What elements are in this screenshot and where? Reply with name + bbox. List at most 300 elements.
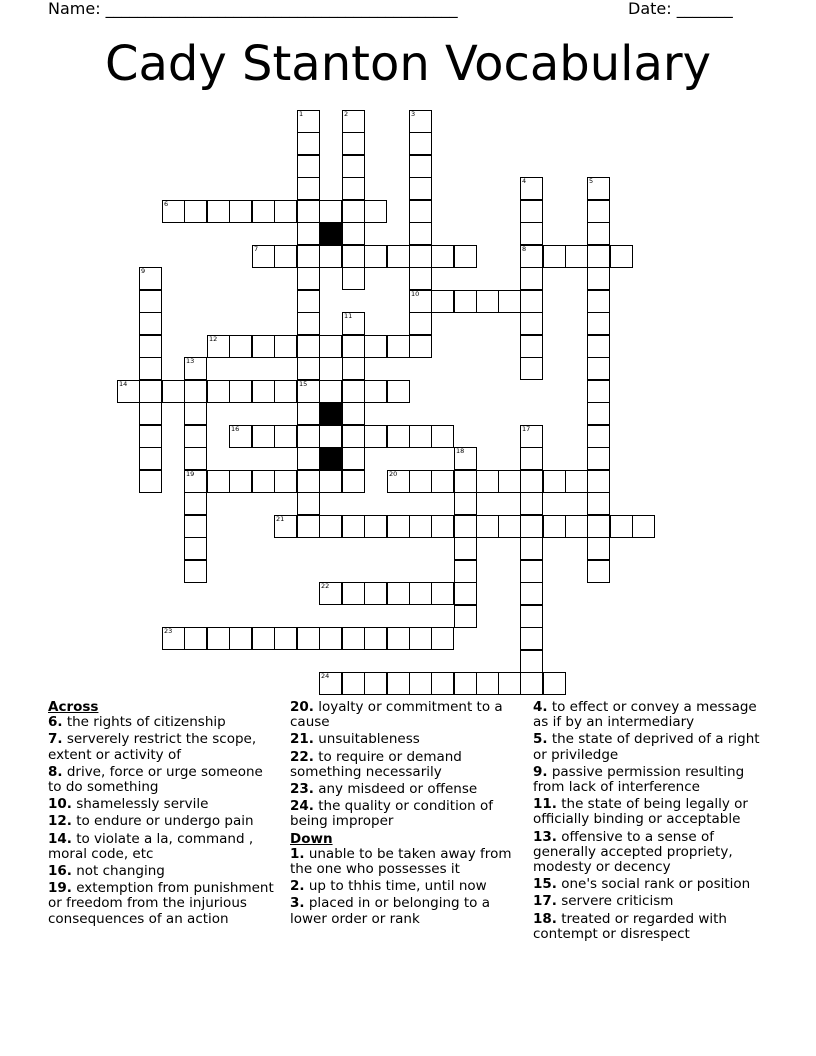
grid-cell[interactable] xyxy=(139,380,162,403)
grid-cell[interactable] xyxy=(431,425,454,448)
blocked-cell xyxy=(319,222,342,245)
clue-item xyxy=(533,877,773,892)
clue-item-text: one's social rank or position xyxy=(556,876,751,893)
grid-cell[interactable] xyxy=(297,245,320,268)
date-field-label[interactable]: Date: _______ xyxy=(628,0,733,18)
grid-cell[interactable] xyxy=(184,357,207,380)
grid-cell[interactable] xyxy=(364,335,387,358)
grid-cell[interactable] xyxy=(387,425,410,448)
grid-cell[interactable] xyxy=(520,560,543,583)
grid-cell[interactable] xyxy=(409,312,432,335)
grid-cell[interactable] xyxy=(274,335,297,358)
grid-cell[interactable] xyxy=(364,200,387,223)
grid-cell[interactable] xyxy=(587,335,610,358)
grid-cell[interactable] xyxy=(498,672,521,695)
blocked-cell xyxy=(319,447,342,470)
grid-cell[interactable] xyxy=(252,200,275,223)
clue-item xyxy=(533,765,773,795)
grid-cell[interactable] xyxy=(454,560,477,583)
grid-cell[interactable] xyxy=(184,515,207,538)
clue-item xyxy=(533,830,773,876)
clue-item-number: 19. xyxy=(48,880,72,897)
grid-cell[interactable] xyxy=(274,245,297,268)
grid-cell[interactable] xyxy=(139,267,162,290)
grid-cell[interactable] xyxy=(409,155,432,178)
clue-number: 2 xyxy=(344,110,349,118)
grid-cell[interactable] xyxy=(520,650,543,673)
clue-number: 21 xyxy=(276,515,285,523)
grid-cell[interactable] xyxy=(342,515,365,538)
grid-cell[interactable] xyxy=(520,177,543,200)
clue-item xyxy=(533,797,773,827)
grid-cell[interactable] xyxy=(409,267,432,290)
grid-cell[interactable] xyxy=(319,380,342,403)
grid-cell[interactable] xyxy=(319,470,342,493)
grid-cell[interactable] xyxy=(297,200,320,223)
grid-cell[interactable] xyxy=(342,627,365,650)
grid-cell[interactable] xyxy=(184,560,207,583)
grid-cell[interactable] xyxy=(252,335,275,358)
grid-cell[interactable] xyxy=(587,447,610,470)
grid-cell[interactable] xyxy=(342,312,365,335)
grid-cell[interactable] xyxy=(520,627,543,650)
grid-cell[interactable] xyxy=(342,357,365,380)
grid-cell[interactable] xyxy=(454,537,477,560)
name-field-label[interactable]: Name: ____________________________________________ xyxy=(48,0,458,18)
grid-cell[interactable] xyxy=(520,582,543,605)
grid-cell[interactable] xyxy=(184,380,207,403)
grid-cell[interactable] xyxy=(520,312,543,335)
clue-number: 1 xyxy=(299,110,304,118)
clues-column-2 xyxy=(290,700,522,929)
grid-cell[interactable] xyxy=(409,110,432,133)
down-heading: Down xyxy=(290,830,333,847)
grid-cell[interactable] xyxy=(454,492,477,515)
grid-cell[interactable] xyxy=(297,470,320,493)
grid-cell[interactable] xyxy=(409,515,432,538)
clue-number: 8 xyxy=(522,245,527,253)
grid-cell[interactable] xyxy=(207,335,230,358)
clue-item-text: the state of deprived of a right or priviledge xyxy=(533,731,760,763)
grid-cell[interactable] xyxy=(409,290,432,313)
grid-cell[interactable] xyxy=(520,515,543,538)
grid-cell[interactable] xyxy=(297,447,320,470)
clue-number: 20 xyxy=(389,470,398,478)
clue-number: 18 xyxy=(456,447,465,455)
grid-cell[interactable] xyxy=(139,290,162,313)
grid-cell[interactable] xyxy=(565,470,588,493)
grid-cell[interactable] xyxy=(207,627,230,650)
grid-cell[interactable] xyxy=(184,470,207,493)
grid-cell[interactable] xyxy=(454,447,477,470)
grid-cell[interactable] xyxy=(520,245,543,268)
grid-cell[interactable] xyxy=(184,402,207,425)
down-clue-list xyxy=(290,847,522,927)
grid-cell[interactable] xyxy=(409,222,432,245)
grid-cell[interactable] xyxy=(476,515,499,538)
grid-cell[interactable] xyxy=(364,380,387,403)
grid-cell[interactable] xyxy=(431,582,454,605)
grid-cell[interactable] xyxy=(319,627,342,650)
grid-cell[interactable] xyxy=(229,380,252,403)
clue-item-text: up to thhis time, until now xyxy=(304,878,487,895)
clue-item xyxy=(48,765,280,795)
grid-cell[interactable] xyxy=(342,110,365,133)
grid-cell[interactable] xyxy=(387,335,410,358)
clue-item-text: placed in or belonging to a lower order or rank xyxy=(290,895,490,927)
grid-cell[interactable] xyxy=(520,357,543,380)
grid-cell[interactable] xyxy=(387,582,410,605)
grid-cell[interactable] xyxy=(229,470,252,493)
grid-cell[interactable] xyxy=(342,155,365,178)
grid-cell[interactable] xyxy=(319,582,342,605)
grid-cell[interactable] xyxy=(342,177,365,200)
grid-cell[interactable] xyxy=(565,245,588,268)
grid-cell[interactable] xyxy=(229,425,252,448)
clue-number: 17 xyxy=(522,425,531,433)
grid-cell[interactable] xyxy=(587,537,610,560)
grid-cell[interactable] xyxy=(297,492,320,515)
grid-cell[interactable] xyxy=(297,312,320,335)
grid-cell[interactable] xyxy=(364,425,387,448)
clue-item xyxy=(290,700,522,730)
grid-cell[interactable] xyxy=(342,402,365,425)
grid-cell[interactable] xyxy=(297,402,320,425)
grid-cell[interactable] xyxy=(520,222,543,245)
clue-number: 5 xyxy=(589,177,594,185)
grid-cell[interactable] xyxy=(543,245,566,268)
clue-number: 22 xyxy=(321,582,330,590)
down-clue-list-continued xyxy=(533,700,773,942)
grid-cell[interactable] xyxy=(587,515,610,538)
grid-cell[interactable] xyxy=(498,515,521,538)
grid-cell[interactable] xyxy=(431,470,454,493)
grid-cell[interactable] xyxy=(252,425,275,448)
clue-item-text: to endure or undergo pain xyxy=(71,813,254,830)
clue-item-number: 6. xyxy=(48,714,63,731)
clue-item xyxy=(48,797,280,812)
clue-item xyxy=(48,864,280,879)
grid-cell[interactable] xyxy=(409,627,432,650)
clue-item xyxy=(533,894,773,909)
clue-item-text: to violate a la, command , moral code, etc xyxy=(48,830,254,862)
grid-cell[interactable] xyxy=(184,537,207,560)
grid-cell[interactable] xyxy=(454,582,477,605)
grid-cell[interactable] xyxy=(409,582,432,605)
grid-cell[interactable] xyxy=(587,402,610,425)
clue-item xyxy=(290,896,522,926)
across-clue-list xyxy=(48,715,280,927)
grid-cell[interactable] xyxy=(610,245,633,268)
clue-number: 16 xyxy=(231,425,240,433)
clue-item xyxy=(48,715,280,730)
grid-cell[interactable] xyxy=(274,200,297,223)
clue-item-number: 22. xyxy=(290,748,314,765)
clue-item-number: 1. xyxy=(290,845,305,862)
grid-cell[interactable] xyxy=(207,380,230,403)
clue-item-number: 20. xyxy=(290,699,314,715)
clue-number: 15 xyxy=(299,380,308,388)
grid-cell[interactable] xyxy=(520,605,543,628)
grid-cell[interactable] xyxy=(387,515,410,538)
grid-cell[interactable] xyxy=(207,200,230,223)
grid-cell[interactable] xyxy=(520,335,543,358)
grid-cell[interactable] xyxy=(297,177,320,200)
grid-cell[interactable] xyxy=(319,245,342,268)
grid-cell[interactable] xyxy=(139,312,162,335)
grid-cell[interactable] xyxy=(409,245,432,268)
clue-item-text: to effect or convey a message as if by an intermediary xyxy=(533,699,757,731)
clue-item-text: treated or regarded with contempt or disrespect xyxy=(533,910,727,942)
grid-cell[interactable] xyxy=(274,470,297,493)
grid-cell[interactable] xyxy=(297,222,320,245)
grid-cell[interactable] xyxy=(587,560,610,583)
grid-cell[interactable] xyxy=(319,335,342,358)
grid-cell[interactable] xyxy=(520,537,543,560)
grid-cell[interactable] xyxy=(252,245,275,268)
grid-cell[interactable] xyxy=(520,290,543,313)
clue-item-number: 7. xyxy=(48,731,63,748)
grid-cell[interactable] xyxy=(587,290,610,313)
clue-item-number: 9. xyxy=(533,763,548,780)
grid-cell[interactable] xyxy=(543,515,566,538)
clue-item-text: the quality or condition of being improper xyxy=(290,798,493,830)
clue-item-text: passive permission resulting from lack of interference xyxy=(533,763,745,796)
grid-cell[interactable] xyxy=(139,357,162,380)
clue-item-number: 3. xyxy=(290,895,305,912)
grid-cell[interactable] xyxy=(342,267,365,290)
clue-item xyxy=(290,750,522,780)
grid-cell[interactable] xyxy=(274,515,297,538)
clue-item-number: 23. xyxy=(290,781,314,798)
grid-cell[interactable] xyxy=(476,470,499,493)
grid-cell[interactable] xyxy=(387,470,410,493)
grid-cell[interactable] xyxy=(454,672,477,695)
clue-item-text: not changing xyxy=(71,863,165,880)
grid-cell[interactable] xyxy=(409,200,432,223)
grid-cell[interactable] xyxy=(297,425,320,448)
grid-cell[interactable] xyxy=(342,335,365,358)
grid-cell[interactable] xyxy=(297,132,320,155)
clue-item-number: 14. xyxy=(48,830,72,847)
clue-item xyxy=(533,912,773,942)
grid-cell[interactable] xyxy=(454,470,477,493)
grid-cell[interactable] xyxy=(342,200,365,223)
grid-cell[interactable] xyxy=(454,605,477,628)
grid-cell[interactable] xyxy=(319,200,342,223)
grid-cell[interactable] xyxy=(543,672,566,695)
grid-cell[interactable] xyxy=(454,290,477,313)
clue-number: 12 xyxy=(209,335,218,343)
clue-item-number: 16. xyxy=(48,863,72,880)
grid-cell[interactable] xyxy=(520,425,543,448)
clue-item-number: 10. xyxy=(48,796,72,813)
grid-cell[interactable] xyxy=(274,380,297,403)
grid-cell[interactable] xyxy=(274,627,297,650)
grid-cell[interactable] xyxy=(587,470,610,493)
grid-cell[interactable] xyxy=(297,380,320,403)
clue-number: 11 xyxy=(344,312,353,320)
grid-cell[interactable] xyxy=(162,200,185,223)
grid-cell[interactable] xyxy=(139,402,162,425)
grid-cell[interactable] xyxy=(297,357,320,380)
grid-cell[interactable] xyxy=(319,425,342,448)
grid-cell[interactable] xyxy=(297,335,320,358)
grid-cell[interactable] xyxy=(587,222,610,245)
grid-cell[interactable] xyxy=(342,380,365,403)
clue-item-number: 8. xyxy=(48,763,63,780)
grid-cell[interactable] xyxy=(387,627,410,650)
clue-item-number: 11. xyxy=(533,796,557,813)
clue-item xyxy=(533,700,773,730)
grid-cell[interactable] xyxy=(520,267,543,290)
grid-cell[interactable] xyxy=(409,335,432,358)
grid-cell[interactable] xyxy=(184,200,207,223)
grid-cell[interactable] xyxy=(454,245,477,268)
clue-item-number: 24. xyxy=(290,798,314,815)
clue-item xyxy=(533,732,773,762)
clue-item-text: the rights of citizenship xyxy=(62,714,226,731)
grid-cell[interactable] xyxy=(162,627,185,650)
grid-cell[interactable] xyxy=(431,245,454,268)
grid-cell[interactable] xyxy=(207,470,230,493)
grid-cell[interactable] xyxy=(587,357,610,380)
grid-cell[interactable] xyxy=(274,425,297,448)
clue-item-text: drive, force or urge someone to do something xyxy=(48,763,263,796)
grid-cell[interactable] xyxy=(342,425,365,448)
grid-cell[interactable] xyxy=(184,447,207,470)
grid-cell[interactable] xyxy=(342,245,365,268)
grid-cell[interactable] xyxy=(387,380,410,403)
grid-cell[interactable] xyxy=(587,425,610,448)
grid-cell[interactable] xyxy=(587,380,610,403)
grid-cell[interactable] xyxy=(342,132,365,155)
clue-item-number: 18. xyxy=(533,910,557,927)
grid-cell[interactable] xyxy=(476,290,499,313)
grid-cell[interactable] xyxy=(543,470,566,493)
across-heading: Across xyxy=(48,699,99,715)
clue-item-number: 17. xyxy=(533,893,557,910)
grid-cell[interactable] xyxy=(162,380,185,403)
grid-cell[interactable] xyxy=(252,627,275,650)
grid-cell[interactable] xyxy=(409,672,432,695)
grid-cell[interactable] xyxy=(520,447,543,470)
grid-cell[interactable] xyxy=(252,470,275,493)
grid-cell[interactable] xyxy=(229,627,252,650)
grid-cell[interactable] xyxy=(632,515,655,538)
grid-cell[interactable] xyxy=(610,515,633,538)
grid-cell[interactable] xyxy=(229,335,252,358)
grid-cell[interactable] xyxy=(297,110,320,133)
grid-cell[interactable] xyxy=(319,672,342,695)
grid-cell[interactable] xyxy=(476,672,499,695)
grid-cell[interactable] xyxy=(498,290,521,313)
clue-item-text: shamelessly servile xyxy=(71,796,209,813)
clue-number: 7 xyxy=(254,245,259,253)
grid-cell[interactable] xyxy=(139,425,162,448)
grid-cell[interactable] xyxy=(409,132,432,155)
grid-cell[interactable] xyxy=(587,492,610,515)
grid-cell[interactable] xyxy=(520,492,543,515)
across-clue-list-continued xyxy=(290,700,522,830)
grid-cell[interactable] xyxy=(297,155,320,178)
grid-cell[interactable] xyxy=(431,672,454,695)
grid-cell[interactable] xyxy=(520,672,543,695)
clue-item xyxy=(48,732,280,762)
grid-cell[interactable] xyxy=(454,515,477,538)
grid-cell[interactable] xyxy=(252,380,275,403)
grid-cell[interactable] xyxy=(229,200,252,223)
grid-cell[interactable] xyxy=(297,267,320,290)
clue-number: 3 xyxy=(411,110,416,118)
grid-cell[interactable] xyxy=(409,177,432,200)
grid-cell[interactable] xyxy=(587,245,610,268)
grid-cell[interactable] xyxy=(184,492,207,515)
grid-cell[interactable] xyxy=(342,470,365,493)
grid-cell[interactable] xyxy=(184,627,207,650)
grid-cell[interactable] xyxy=(139,335,162,358)
grid-cell[interactable] xyxy=(409,425,432,448)
grid-cell[interactable] xyxy=(319,515,342,538)
grid-cell[interactable] xyxy=(297,515,320,538)
clue-item xyxy=(290,847,522,877)
grid-cell[interactable] xyxy=(587,312,610,335)
clues-column-1 xyxy=(48,700,280,929)
grid-cell[interactable] xyxy=(342,582,365,605)
grid-cell[interactable] xyxy=(297,627,320,650)
clue-item xyxy=(290,782,522,797)
grid-cell[interactable] xyxy=(342,672,365,695)
clue-number: 23 xyxy=(164,627,173,635)
grid-cell[interactable] xyxy=(409,470,432,493)
clue-item-number: 12. xyxy=(48,813,72,830)
grid-cell[interactable] xyxy=(431,515,454,538)
grid-cell[interactable] xyxy=(520,470,543,493)
grid-cell[interactable] xyxy=(587,267,610,290)
clue-number: 13 xyxy=(186,357,195,365)
grid-cell[interactable] xyxy=(364,627,387,650)
grid-cell[interactable] xyxy=(387,245,410,268)
clue-item-text: unable to be taken away from the one who possesses it xyxy=(290,845,512,878)
grid-cell[interactable] xyxy=(184,425,207,448)
clue-item-text: loyalty or commitment to a cause xyxy=(290,699,503,731)
grid-cell[interactable] xyxy=(364,515,387,538)
grid-cell[interactable] xyxy=(364,582,387,605)
grid-cell[interactable] xyxy=(117,380,140,403)
grid-cell[interactable] xyxy=(364,672,387,695)
grid-cell[interactable] xyxy=(342,222,365,245)
clue-number: 14 xyxy=(119,380,128,388)
clue-item-text: the state of being legally or officially binding or acceptable xyxy=(533,796,748,828)
grid-cell[interactable] xyxy=(139,447,162,470)
clue-item-text: to require or demand something necessarily xyxy=(290,748,462,780)
grid-cell[interactable] xyxy=(520,200,543,223)
grid-cell[interactable] xyxy=(387,672,410,695)
grid-cell[interactable] xyxy=(342,447,365,470)
grid-cell[interactable] xyxy=(431,290,454,313)
clue-item-text: offensive to a sense of generally accepted propriety, modesty or decency xyxy=(533,828,733,876)
clue-item-number: 15. xyxy=(533,876,557,893)
grid-cell[interactable] xyxy=(587,200,610,223)
blocked-cell xyxy=(319,402,342,425)
grid-cell[interactable] xyxy=(139,470,162,493)
grid-cell[interactable] xyxy=(587,177,610,200)
grid-cell[interactable] xyxy=(565,515,588,538)
grid-cell[interactable] xyxy=(431,627,454,650)
grid-cell[interactable] xyxy=(498,470,521,493)
grid-cell[interactable] xyxy=(297,290,320,313)
grid-cell[interactable] xyxy=(364,245,387,268)
